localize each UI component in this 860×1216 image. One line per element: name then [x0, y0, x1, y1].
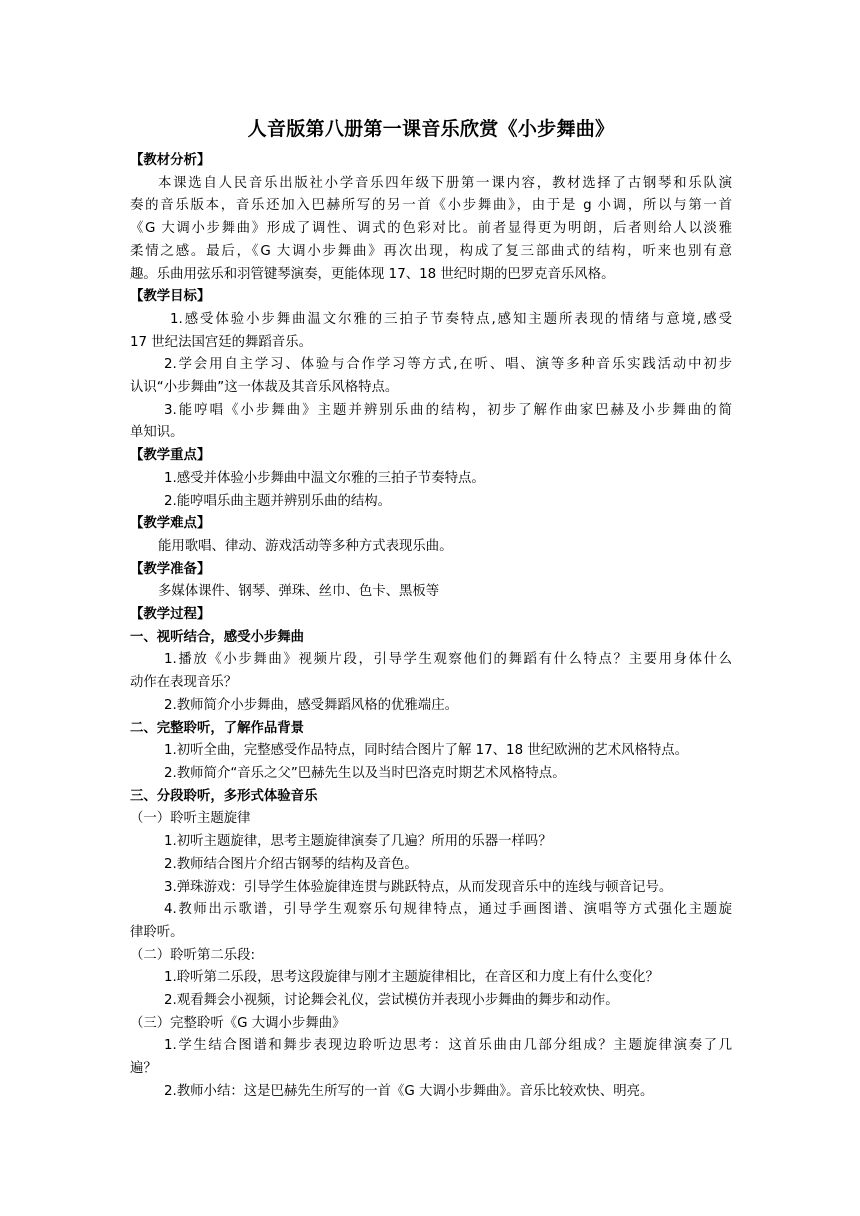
process-line: 1.初听全曲，完整感受作品特点，同时结合图片了解 17、18 世纪欧洲的艺术风格特点。 — [164, 743, 689, 759]
process-line: 遍？ — [130, 1061, 157, 1077]
preparation-line: 多媒体课件、钢琴、弹珠、丝巾、色卡、黑板等 — [158, 584, 440, 600]
goals-line: 17 世纪法国宫廷的舞蹈音乐。 — [130, 334, 312, 350]
process-line: 2.教师简介“音乐之父”巴赫先生以及当时巴洛克时期艺术风格特点。 — [164, 765, 566, 781]
process-part1-heading: 一、视听结合，感受小步舞曲 — [130, 629, 305, 645]
process-line: 4.教师出示歌谱，引导学生观察乐句规律特点，通过手画图谱、演唱等方式强化主题旋 — [164, 902, 732, 918]
heading-goals: 【教学目标】 — [130, 289, 211, 305]
process-line: 动作在表现音乐？ — [130, 675, 238, 691]
process-line: 1.播放《小步舞曲》视频片段，引导学生观察他们的舞蹈有什么特点？主要用身体什么 — [164, 652, 732, 668]
process-line: 律聆听。 — [130, 924, 184, 940]
heading-preparation: 【教学准备】 — [130, 561, 211, 577]
process-line: 1.初听主题旋律，思考主题旋律演奏了几遍？所用的乐器一样吗？ — [164, 834, 552, 850]
goals-line: 单知识。 — [130, 425, 184, 441]
analysis-line: 奏的音乐版本，音乐还加入巴赫所写的另一首《小步舞曲》，由于是 g 小调，所以与第一首 — [130, 198, 732, 214]
heading-difficulties: 【教学难点】 — [130, 516, 211, 532]
heading-analysis: 【教材分析】 — [130, 153, 211, 168]
document-title: 人音版第八册第一课音乐欣赏《小步舞曲》 — [247, 118, 615, 140]
key-point-line: 2.能哼唱乐曲主题并辨别乐曲的结构。 — [164, 493, 392, 509]
analysis-line: 趣。乐曲用弦乐和羽管键琴演奏，更能体现 17、18 世纪时期的巴罗克音乐风格。 — [130, 266, 615, 282]
heading-key-points: 【教学重点】 — [130, 448, 211, 464]
process-line: 2.教师结合图片介绍古钢琴的结构及音色。 — [164, 856, 418, 872]
key-point-line: 1.感受并体验小步舞曲中温文尔雅的三拍子节奏特点。 — [164, 470, 485, 486]
goals-line: 3.能哼唱《小步舞曲》主题并辨别乐曲的结构，初步了解作曲家巴赫及小步舞曲的简 — [164, 402, 732, 418]
goals-line: 认识“小步舞曲”这一体裁及其音乐风格特点。 — [130, 380, 399, 396]
analysis-line: 本课选自人民音乐出版社小学音乐四年级下册第一课内容，教材选择了古钢琴和乐队演 — [158, 175, 732, 191]
process-line: 1.聆听第二乐段，思考这段旋律与刚才主题旋律相比，在音区和力度上有什么变化？ — [164, 970, 659, 986]
heading-process: 【教学过程】 — [130, 607, 211, 623]
process-part3-heading: 三、分段聆听，多形式体验音乐 — [130, 788, 318, 804]
process-part2-heading: 二、完整聆听，了解作品背景 — [130, 720, 305, 736]
process-line: 2.观看舞会小视频，讨论舞会礼仪，尝试模仿并表现小步舞曲的舞步和动作。 — [164, 993, 619, 1009]
process-line: 1.学生结合图谱和舞步表现边聆听边思考：这首乐曲由几部分组成？主题旋律演奏了几 — [164, 1038, 732, 1054]
goals-line: 1.感受体验小步舞曲温文尔雅的三拍子节奏特点,感知主题所表现的情绪与意境,感受 — [170, 311, 732, 327]
process-sub2-heading: （二）聆听第二乐段: — [130, 947, 256, 963]
process-sub1-heading: （一）聆听主题旋律 — [130, 811, 251, 827]
process-line: 3.弹珠游戏：引导学生体验旋律连贯与跳跃特点，从而发现音乐中的连线与顿音记号。 — [164, 879, 673, 895]
difficulty-line: 能用歌唱、律动、游戏活动等多种方式表现乐曲。 — [158, 538, 453, 554]
goals-line: 2.学会用自主学习、体验与合作学习等方式,在听、唱、演等多种音乐实践活动中初步 — [164, 357, 732, 373]
process-sub3-heading: （三）完整聆听《G 大调小步舞曲》 — [130, 1015, 346, 1031]
process-line: 2.教师简介小步舞曲，感受舞蹈风格的优雅端庄。 — [164, 697, 458, 713]
analysis-line: 柔情之感。最后，《G 大调小步舞曲》再次出现，构成了复三部曲式的结构，听来也别有意 — [130, 243, 732, 259]
process-line: 2.教师小结：这是巴赫先生所写的一首《G 大调小步舞曲》。音乐比较欢快、明亮。 — [164, 1083, 654, 1099]
analysis-line: 《G 大调小步舞曲》形成了调性、调式的色彩对比。前者显得更为明朗，后者则给人以淡雅 — [130, 221, 732, 237]
